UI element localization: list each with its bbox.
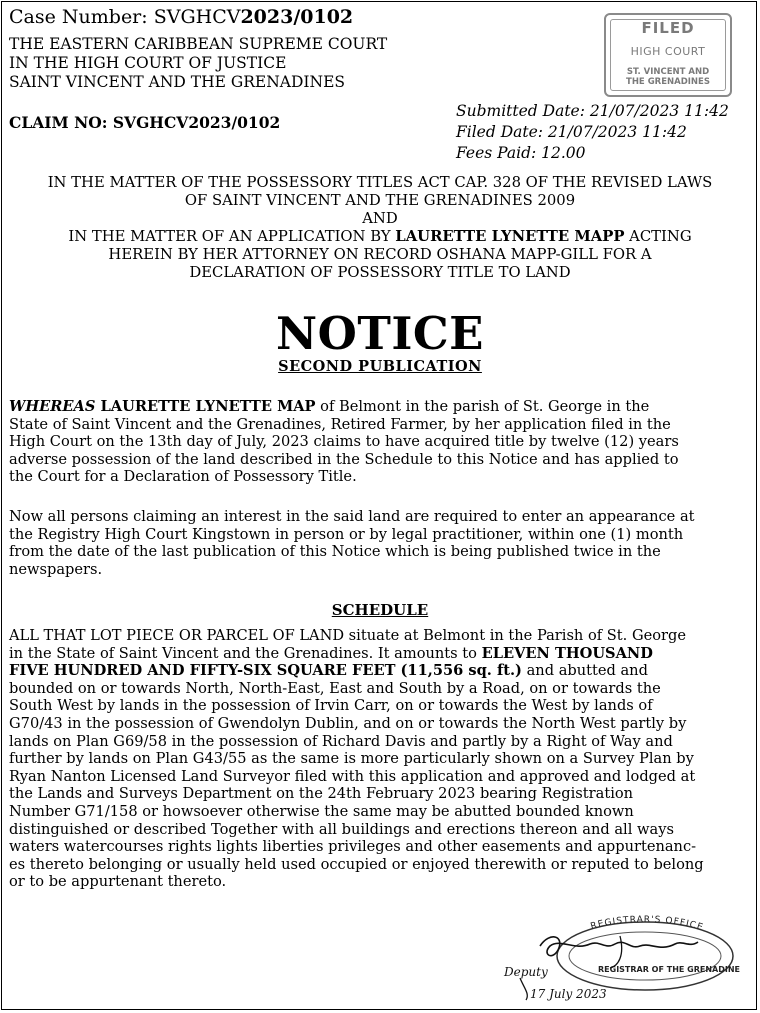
svg-text:REGISTRAR'S OFFICE: REGISTRAR'S OFFICE <box>589 914 705 934</box>
schedule-paragraph: ALL THAT LOT PIECE OR PARCEL OF LAND situate at Belmont in the Parish of St. George in the State of Saint Vincent and the Grenadines. It amounts to ELEVEN THOUSAND FIVE HUNDRED AND FIFTY-SIX SQUARE FEET (11,556 sq. ft.) and abutted and bounded on or towards North, North-East, East and South by a Road, on or towards the South West by lands in the possession of Irvin Carr, on or towards the West by lands of G70/43 in the possession of Gwendolyn Dublin, and on or towards the North West partly by lands on Plan G69/58 in the possession of Richard Davis and partly by a Right of Way and further by lands on Plan G43/55 as the same is more particularly shown on a Survey Plan by Ryan Nanton Licensed Land Surveyor filed with this application and approved and lodged at the Lands and Surveys Department on the 24th February 2023 bearing Registration Number G71/158 or howsoever otherwise the same may be abutted bounded known distinguished or described Together with all buildings and erections thereon and all ways waters watercourses rights lights liberties privileges and other easements and appurtenanc- es thereto belonging or usually held used occupied or enjoyed therewith or reputed to belong or to be appurtenant thereto. <box>9 627 704 891</box>
claim-number: CLAIM NO: SVGHCV2023/0102 <box>9 113 281 132</box>
case-number: Case Number: SVGHCV2023/0102 <box>9 6 354 28</box>
filed-stamp-title: FILED <box>641 19 695 37</box>
filed-stamp-state: ST. VINCENT AND THE GRENADINES <box>626 67 710 87</box>
matter-heading: IN THE MATTER OF THE POSSESSORY TITLES ACT CAP. 328 OF THE REVISED LAWS OF SAINT VINCENT AND THE GRENADINES 2009 AND IN THE MATTER OF AN APPLICATION BY LAURETTE LYNETTE MAPP ACTING HEREIN BY HER ATTORNEY ON RECORD OSHANA MAPP-GILL FOR A DECLARATION OF POSSESSORY TITLE TO LAND <box>47 174 713 281</box>
filed-stamp-court: HIGH COURT <box>630 45 706 58</box>
court-line: SAINT VINCENT AND THE GRENADINES <box>9 73 346 91</box>
svg-text:REGISTRAR OF THE GRENADINES: REGISTRAR OF THE GRENADINES <box>598 965 740 974</box>
registrar-stamp <box>500 906 740 1010</box>
svg-text:17 July 2023: 17 July 2023 <box>530 987 607 1001</box>
appearance-paragraph: Now all persons claiming an interest in the said land are required to enter an appearance at the Registry High Court Kingstown in person or by legal practitioner, within one (1) month from the date of the last publication of this Notice which is being published twice in the newspapers. <box>9 508 695 578</box>
court-line: THE EASTERN CARIBBEAN SUPREME COURT <box>9 35 388 53</box>
svg-text:Deputy: Deputy <box>504 965 548 979</box>
registrar-seal-icon <box>500 906 740 1006</box>
fees-paid: Fees Paid: 12.00 <box>456 144 586 162</box>
filed-date: Filed Date: 21/07/2023 11:42 <box>456 123 687 141</box>
whereas-paragraph: WHEREAS LAURETTE LYNETTE MAP of Belmont in the parish of St. George in the State of Saint Vincent and the Grenadines, Retired Farmer, by her application filed in the High Court on the 13th day of July, 2023 claims to have acquired title by twelve (12) years adverse possession of the land described in the Schedule to this Notice and has applied to the Court for a Declaration of Possessory Title. <box>9 398 679 486</box>
filing-dates <box>456 101 729 164</box>
notice-subtitle: SECOND PUBLICATION <box>278 358 482 375</box>
court-heading <box>9 35 387 92</box>
notice-title: NOTICE <box>276 307 484 360</box>
filed-stamp <box>604 13 732 97</box>
submitted-date: Submitted Date: 21/07/2023 11:42 <box>456 102 729 120</box>
court-line: IN THE HIGH COURT OF JUSTICE <box>9 54 287 72</box>
schedule-heading: SCHEDULE <box>331 601 429 619</box>
